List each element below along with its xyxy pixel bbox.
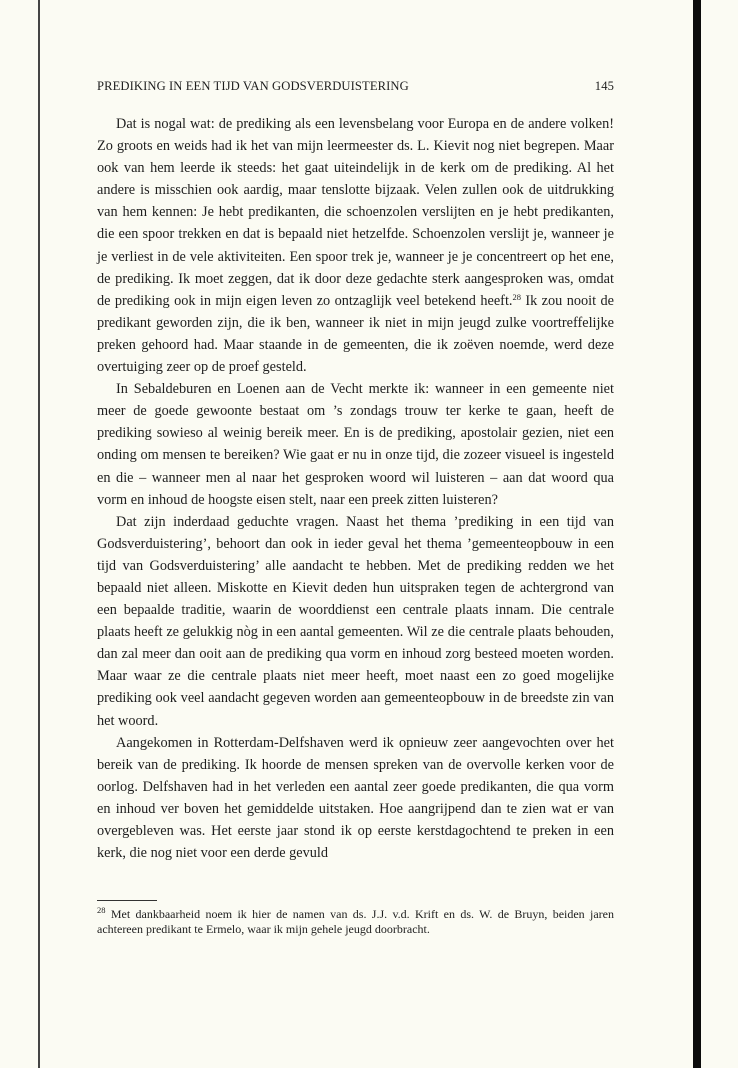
paragraph-text: Ik zou nooit de predikant geworden zijn, die ik ben, wanneer ik niet in mijn jeugd zulke voortreffelijke preken gehoord had. Maar staande in de gemeenten, die ik zoëven noemde, werd deze overtuiging zeer op de proef gesteld. xyxy=(97,292,614,376)
paragraph-text: Dat is nogal wat: de prediking als een levensbelang voor Europa en de andere volken! Zo groots en weids had ik het van mijn leermeester ds. L. Kievit nog niet begrepen. Maar ook van hem leerde ik steeds: het gaat uiteindelijk in de kerk om de prediking. Al het andere is misschien ook aardig, maar tenslotte bijzaak. Velen zullen ook de uitdrukking van hem kennen: Je hebt predikanten, die schoenzolen verslijten en je hebt predikanten, die een spoor trekken en dat is bepaald niet hetzelfde. Schoenzolen verslijt je, wanneer je je verliest in de vele aktiviteiten. Een spoor trek je, wanneer je je concentreert op het ene, de prediking. Ik moet zeggen, dat ik door deze gedachte sterk aangesproken was, omdat de prediking ook in mijn eigen leven zo ontzaglijk veel betekend heeft. xyxy=(97,116,614,309)
paragraph: Dat zijn inderdaad geduchte vragen. Naast het thema ’prediking in een tijd van Godsverduistering’, behoort dan ook in ieder geval het thema ’gemeenteopbouw in een tijd van Godsverduistering’ alle aandacht te hebben. Met de prediking redden we het bepaald niet alleen. Miskotte en Kievit deden hun uitspraken tegen de achtergrond van een bepaalde traditie, waarin de woorddienst een centrale plaats innam. Die centrale plaats heeft ze gelukkig nòg in een aantal gemeenten. Wil ze die centrale plaats behouden, dan zal meer dan ooit aan de prediking qua vorm en inhoud zorg besteed moeten worden. Maar waar ze die centrale plaats niet meer heeft, moet naast een zo goed mogelijke prediking ook veel aandacht gegeven worden aan gemeenteopbouw in de breedste zin van het woord. xyxy=(97,513,614,729)
page-right-edge xyxy=(693,0,701,1068)
footnote-divider xyxy=(97,900,157,901)
footnote xyxy=(97,907,614,937)
footnote-number: 28 xyxy=(97,905,106,915)
footnote-text: Met dankbaarheid noem ik hier de namen van ds. J.J. v.d. Krift en ds. W. de Bruyn, beiden jaren achtereen predikant te Ermelo, waar ik mijn gehele jeugd doorbracht. xyxy=(97,907,614,936)
paragraph: In Sebaldeburen en Loenen aan de Vecht merkte ik: wanneer in een gemeente niet meer de goede gewoonte bestaat om ’s zondags trouw ter kerke te gaan, heeft de prediking sowieso al weinig bereik meer. En is de prediking, apostolair gezien, niet een onding om mensen te bereiken? Wie gaat er nu in onze tijd, die zozeer visueel is ingesteld en die – wanneer men al naar het gesproken woord wil luisteren – aan dat woord qua vorm en inhoud de hoogste eisen stelt, naar een preek zitten luisteren? xyxy=(97,381,614,508)
paragraph xyxy=(97,113,614,378)
running-title: PREDIKING IN EEN TIJD VAN GODSVERDUISTERING xyxy=(97,79,409,93)
paragraph: Aangekomen in Rotterdam-Delfshaven werd ik opnieuw zeer aangevochten over het bereik van de prediking. Ik hoorde de mensen spreken van de overvolle kerken voor de oorlog. Delfshaven had in het verleden een aantal zeer goede predikanten, die qua vorm en inhoud ver boven het gemiddelde uitstaken. Hoe aangrijpend dan te zien wat er van overgebleven was. Het eerste jaar stond ik op eerste kerstdagochtend te preken in een kerk, die nog niet voor een derde gevuld xyxy=(97,734,614,862)
page-number: 145 xyxy=(594,79,614,93)
page-left-edge xyxy=(38,0,40,1068)
body-text xyxy=(97,113,614,864)
footnote-reference[interactable]: 28 xyxy=(512,291,521,302)
